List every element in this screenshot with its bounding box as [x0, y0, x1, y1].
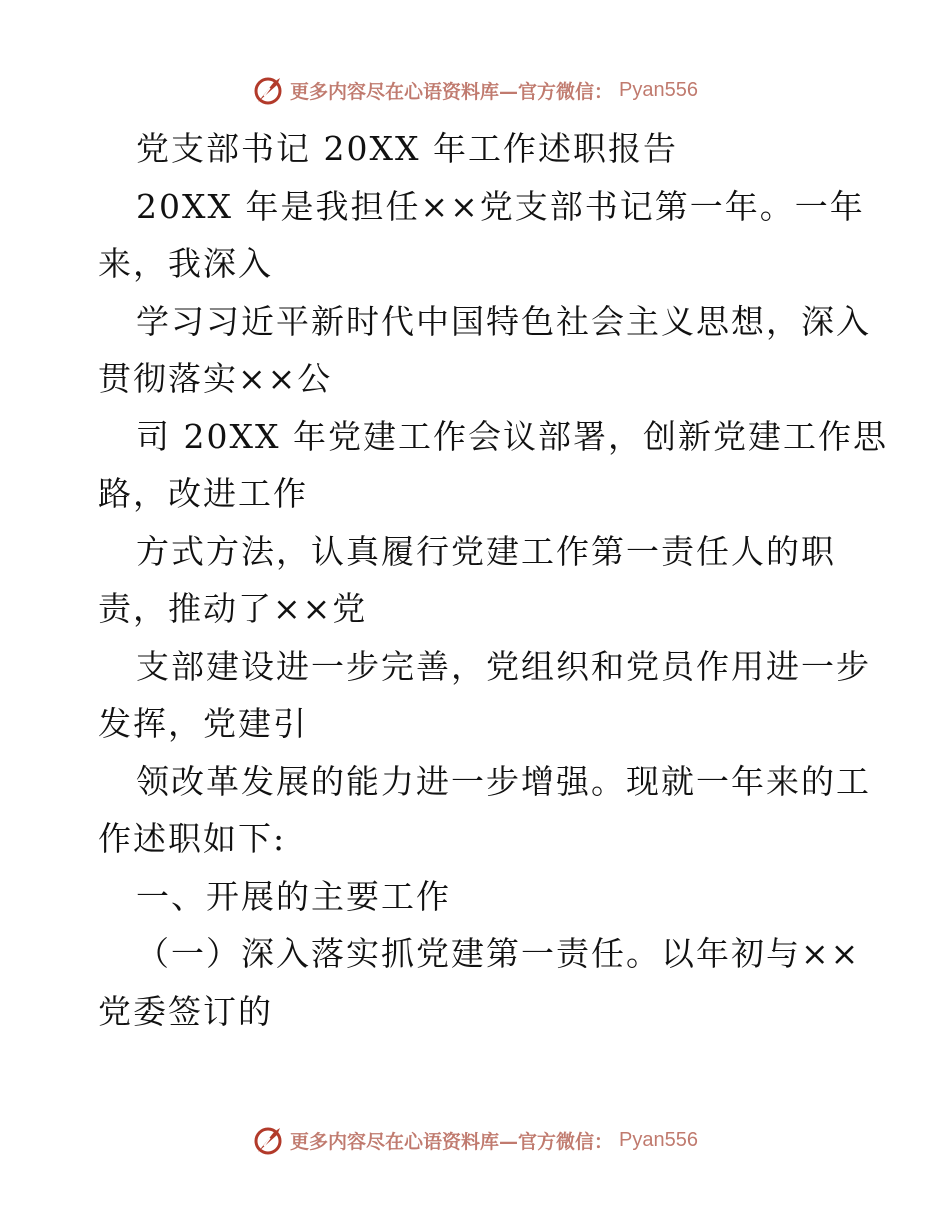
paragraph-line: 作述职如下:	[98, 819, 287, 858]
paragraph-line: 责，推动了××党	[98, 589, 368, 628]
footer-banner-content	[252, 1124, 698, 1156]
quill-logo-icon	[252, 74, 284, 106]
footer-banner-text: 更多内容尽在心语资料库—官方微信：	[290, 1130, 614, 1153]
paragraph-line: （一）深入落实抓党建第一责任。以年初与××	[136, 934, 861, 973]
header-banner-content	[252, 74, 698, 106]
paragraph-line: 20XX 年是我担任××党支部书记第一年。一年	[136, 186, 865, 226]
footer-banner	[0, 1120, 950, 1160]
footer-banner-contact: Pyan556	[619, 1128, 698, 1151]
header-banner-text: 更多内容尽在心语资料库—官方微信：	[290, 80, 614, 103]
header-banner-contact: Pyan556	[619, 78, 698, 101]
paragraph-line: 学习习近平新时代中国特色社会主义思想，深入	[136, 301, 871, 341]
document-title: 党支部书记 20XX 年工作述职报告	[136, 129, 678, 168]
paragraph-line: 党委签订的	[98, 991, 273, 1031]
paragraph-line: 路，改进工作	[98, 474, 308, 513]
paragraph-line: 支部建设进一步完善，党组织和党员作用进一步	[136, 646, 871, 686]
paragraph-line: 方式方法，认真履行党建工作第一责任人的职	[136, 531, 836, 571]
header-banner	[0, 70, 950, 110]
paragraph-line: 领改革发展的能力进一步增强。现就一年来的工	[136, 761, 871, 801]
paragraph-line: 贯彻落实××公	[98, 359, 333, 398]
paragraph-line: 来，我深入	[98, 244, 273, 283]
paragraph-line: 发挥，党建引	[98, 704, 308, 743]
quill-logo-icon	[252, 1124, 284, 1156]
paragraph-line: 司 20XX 年党建工作会议部署，创新党建工作思	[136, 416, 888, 456]
section-heading: 一、开展的主要工作	[136, 876, 451, 916]
document-body	[98, 120, 888, 1040]
